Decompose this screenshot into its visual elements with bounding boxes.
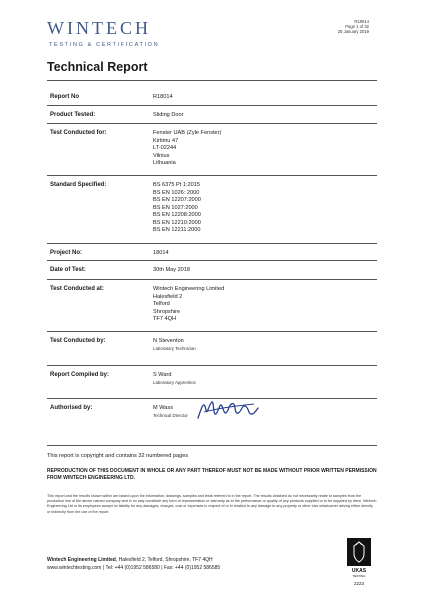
ukas-logo: [346, 537, 372, 592]
divider: [47, 445, 377, 446]
field-value-line: M Wass: [153, 405, 173, 411]
ukas-sub: TESTING: [352, 574, 366, 578]
field-value-line: Halesfield 2: [153, 293, 183, 300]
field-value-role: Laboratory Apprentice: [153, 379, 196, 385]
field-label: Project No:: [50, 250, 83, 256]
field-value-line: Kirtimu 47: [153, 137, 179, 144]
copyright-notice: This report is copyright and contains 32 numbered pages: [47, 453, 189, 459]
field-value-line: Telford: [153, 301, 170, 307]
divider: [47, 279, 377, 280]
field-value: [153, 182, 201, 235]
footer-address-text: , Halesfield 2, Telford, Shropshire, TF7 4QH: [115, 557, 213, 563]
reproduction-notice: REPRODUCTION OF THIS DOCUMENT IN WHOLE OR ANY PART THEREOF MUST NOT BE MADE WITHOUT PRIOR WRITTEN PERMISSION FROM WINTECH ENGINEERING LTD.: [47, 468, 377, 481]
field-value-line: N Steventon: [153, 338, 184, 344]
field-value: [153, 130, 221, 168]
field-label: Report No: [50, 94, 79, 100]
field-value: [153, 338, 196, 351]
divider: [47, 175, 377, 176]
field-label: Standard Specified:: [50, 182, 107, 188]
divider: [47, 243, 377, 244]
field-label: Date of Test:: [50, 267, 86, 273]
field-label: Authorised by:: [50, 405, 93, 411]
ukas-label: UKAS: [351, 568, 367, 574]
divider: [47, 260, 377, 261]
field-value-line: R18014: [153, 94, 173, 100]
field-value-line: LT-02244: [153, 145, 177, 151]
field-value-role: Laboratory Technician: [153, 345, 196, 351]
field-value-line: Shropshire: [153, 308, 181, 315]
field-label: Report Compiled by:: [50, 372, 110, 378]
disclaimer-text: This report and the results shown within are based upon the information, drawings, samples and tests referred to in the report. The results obtained do not necessarily relate to samples from the production line of the above named company and in no way constitute any form of representation or warranty as to the performance or quality of any products supplied or to be supplied by them. Wintech Engineering Ltd or its employees accept no liability for any damages, charges, cost or expenses in respect of or in relation to any damage to any property or other loss whatsoever arising either directly or indirectly from the use of the report.: [47, 494, 377, 514]
field-value: [153, 405, 188, 418]
field-value-line: 18014: [153, 250, 169, 256]
field-value-line: BS EN 12208:2000: [153, 212, 201, 218]
field-label: Test Conducted by:: [50, 338, 106, 344]
field-value-line: TF7 4QH: [153, 316, 177, 322]
field-label: Test Conducted at:: [50, 286, 104, 292]
footer-company: Wintech Engineering Limited: [47, 557, 116, 563]
ref-line: Page 1 of 32: [345, 24, 369, 30]
field-value: [153, 286, 224, 324]
field-value: [153, 250, 169, 258]
ref-line: 25 January 2019: [337, 29, 369, 35]
page-title: Technical Report: [47, 60, 148, 74]
divider: [47, 105, 377, 106]
divider: [47, 331, 377, 332]
field-value-line: BS EN 1027:2000: [153, 204, 198, 211]
field-label: Test Conducted for:: [50, 130, 107, 136]
footer-address: [47, 557, 213, 563]
footer-contact: www.wintechtesting.com | Tel: +44 (0)1952 586580 | Fax: +44 (0)1952 586585: [47, 565, 221, 571]
signature-image: [194, 396, 264, 429]
field-value: [153, 267, 190, 275]
field-value-line: S Ward: [153, 372, 172, 378]
field-value-line: Sliding Door: [153, 112, 184, 118]
field-value: [153, 94, 173, 102]
divider: [47, 123, 377, 124]
field-value-line: BS EN 12210:2000: [153, 219, 201, 226]
field-value-role: Technical Director: [153, 412, 188, 418]
divider: [47, 80, 377, 81]
field-value-line: Fenster UAB (Zyle Fenster): [153, 130, 222, 136]
field-value-line: 30th May 2018: [153, 267, 191, 273]
company-logo-subtitle: TESTING & CERTIFICATION: [49, 42, 160, 48]
ukas-number: 2223: [353, 581, 365, 586]
field-value: [153, 372, 196, 385]
field-value-line: BS 6375 Pt 1:2015: [153, 182, 200, 188]
ref-line: R18014: [354, 19, 369, 24]
field-value-line: Lithuania: [153, 160, 176, 166]
report-reference: [338, 19, 369, 35]
divider: [47, 365, 377, 366]
field-value-line: Wintech Engineering Limited: [153, 286, 225, 292]
field-value-line: Vilnius: [153, 152, 170, 159]
field-value-line: BS EN 1026: 2000: [153, 189, 200, 196]
field-value-line: BS EN 12211:2000: [153, 227, 201, 233]
company-logo: WINTECH: [47, 18, 151, 38]
field-label: Product Tested:: [50, 112, 96, 118]
field-value: [153, 112, 183, 120]
field-value-line: BS EN 12207:2000: [153, 197, 201, 203]
